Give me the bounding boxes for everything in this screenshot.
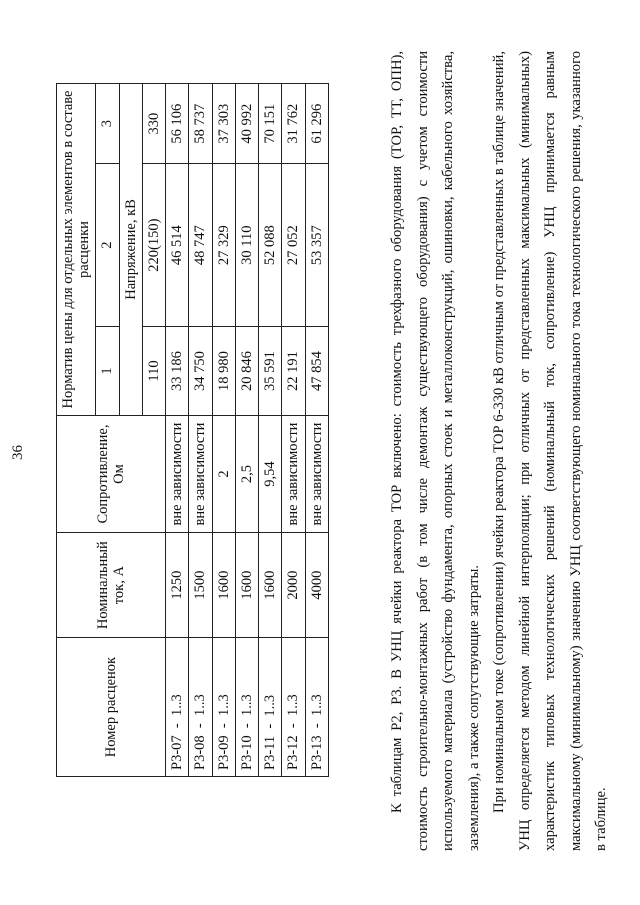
cell-resistance: вне зависимости bbox=[166, 415, 189, 532]
cell-v220: 48 747 bbox=[189, 164, 212, 327]
cell-v330: 40 992 bbox=[235, 84, 258, 164]
price-norms-table bbox=[56, 83, 329, 777]
cell-v110: 35 591 bbox=[259, 327, 282, 416]
table-row bbox=[166, 84, 189, 777]
header-resistance: Сопротивление, Ом bbox=[57, 415, 166, 532]
cell-v330: 58 737 bbox=[189, 84, 212, 164]
page-number: 36 bbox=[10, 445, 26, 460]
cell-v110: 34 750 bbox=[189, 327, 212, 416]
cell-v220: 30 110 bbox=[235, 164, 258, 327]
cell-v110: 33 186 bbox=[166, 327, 189, 416]
table-row bbox=[189, 84, 212, 777]
cell-v220: 27 329 bbox=[212, 164, 235, 327]
header-v110: 110 bbox=[142, 327, 165, 416]
cell-v110: 18 980 bbox=[212, 327, 235, 416]
cell-code: Р3-07 - 1..3 bbox=[166, 638, 189, 777]
cell-code: Р3-11 - 1..3 bbox=[259, 638, 282, 777]
cell-current: 1600 bbox=[259, 533, 282, 638]
cell-v220: 53 357 bbox=[305, 164, 328, 327]
cell-resistance: вне зависимости bbox=[305, 415, 328, 532]
cell-v330: 70 151 bbox=[259, 84, 282, 164]
cell-resistance: 9,54 bbox=[259, 415, 282, 532]
cell-v330: 31 762 bbox=[282, 84, 305, 164]
table-row bbox=[212, 84, 235, 777]
header-v220: 220(150) bbox=[142, 164, 165, 327]
cell-current: 1600 bbox=[212, 533, 235, 638]
cell-code: Р3-09 - 1..3 bbox=[212, 638, 235, 777]
cell-current: 1600 bbox=[235, 533, 258, 638]
cell-resistance: 2,5 bbox=[235, 415, 258, 532]
header-v330: 330 bbox=[142, 84, 165, 164]
cell-v330: 56 106 bbox=[166, 84, 189, 164]
header-norm-group: Норматив цены для отдельных элементов в составе расценки bbox=[57, 84, 96, 416]
cell-v110: 20 846 bbox=[235, 327, 258, 416]
cell-v110: 22 191 bbox=[282, 327, 305, 416]
header-current: Номинальный ток, А bbox=[57, 533, 166, 638]
header-col-3: 3 bbox=[96, 84, 119, 164]
header-col-2: 2 bbox=[96, 164, 119, 327]
header-col-1: 1 bbox=[96, 327, 119, 416]
cell-current: 2000 bbox=[282, 533, 305, 638]
cell-current: 1500 bbox=[189, 533, 212, 638]
body-text bbox=[385, 51, 615, 851]
header-voltage: Напряжение, кВ bbox=[119, 84, 142, 416]
table-row bbox=[235, 84, 258, 777]
cell-v330: 61 296 bbox=[305, 84, 328, 164]
cell-resistance: 2 bbox=[212, 415, 235, 532]
cell-v110: 47 854 bbox=[305, 327, 328, 416]
table-row bbox=[259, 84, 282, 777]
table-row bbox=[282, 84, 305, 777]
cell-code: Р3-13 - 1..3 bbox=[305, 638, 328, 777]
cell-current: 4000 bbox=[305, 533, 328, 638]
cell-code: Р3-08 - 1..3 bbox=[189, 638, 212, 777]
table-row bbox=[305, 84, 328, 777]
cell-code: Р3-12 - 1..3 bbox=[282, 638, 305, 777]
cell-code: Р3-10 - 1..3 bbox=[235, 638, 258, 777]
cell-v220: 52 088 bbox=[259, 164, 282, 327]
cell-current: 1250 bbox=[166, 533, 189, 638]
cell-resistance: вне зависимости bbox=[282, 415, 305, 532]
paragraph: При номинальном токе (сопротивлении) ячейки реактора ТОР 6-330 кВ отличным от представленных в таблице значений, УНЦ определяется методом линейной интерполяции; при отличных от представленных максимальных (минимальных) характеристик типовых технологических решений (номинальный ток, сопротивление) УНЦ принимается равным максимальному (минимальному) значению УНЦ соответствующего номинального тока технологического решения, указанного в таблице. bbox=[491, 51, 609, 851]
cell-v220: 46 514 bbox=[166, 164, 189, 327]
paragraph: К таблицам Р2, Р3. В УНЦ ячейки реактора ТОР включено: стоимость трехфазного оборудования (ТОР, ТТ, ОПН), стоимость строительно-монтажных работ (в том числе демонтаж существующего оборудования) с учетом стоимости используемого материала (устройство фундамента, опорных стоек и металлоконструкций, ошиновки, кабельного хозяйства, заземления), а также сопутствующие затраты. bbox=[389, 51, 482, 851]
cell-v330: 37 303 bbox=[212, 84, 235, 164]
cell-resistance: вне зависимости bbox=[189, 415, 212, 532]
cell-v220: 27 052 bbox=[282, 164, 305, 327]
header-code: Номер расценок bbox=[57, 638, 166, 777]
